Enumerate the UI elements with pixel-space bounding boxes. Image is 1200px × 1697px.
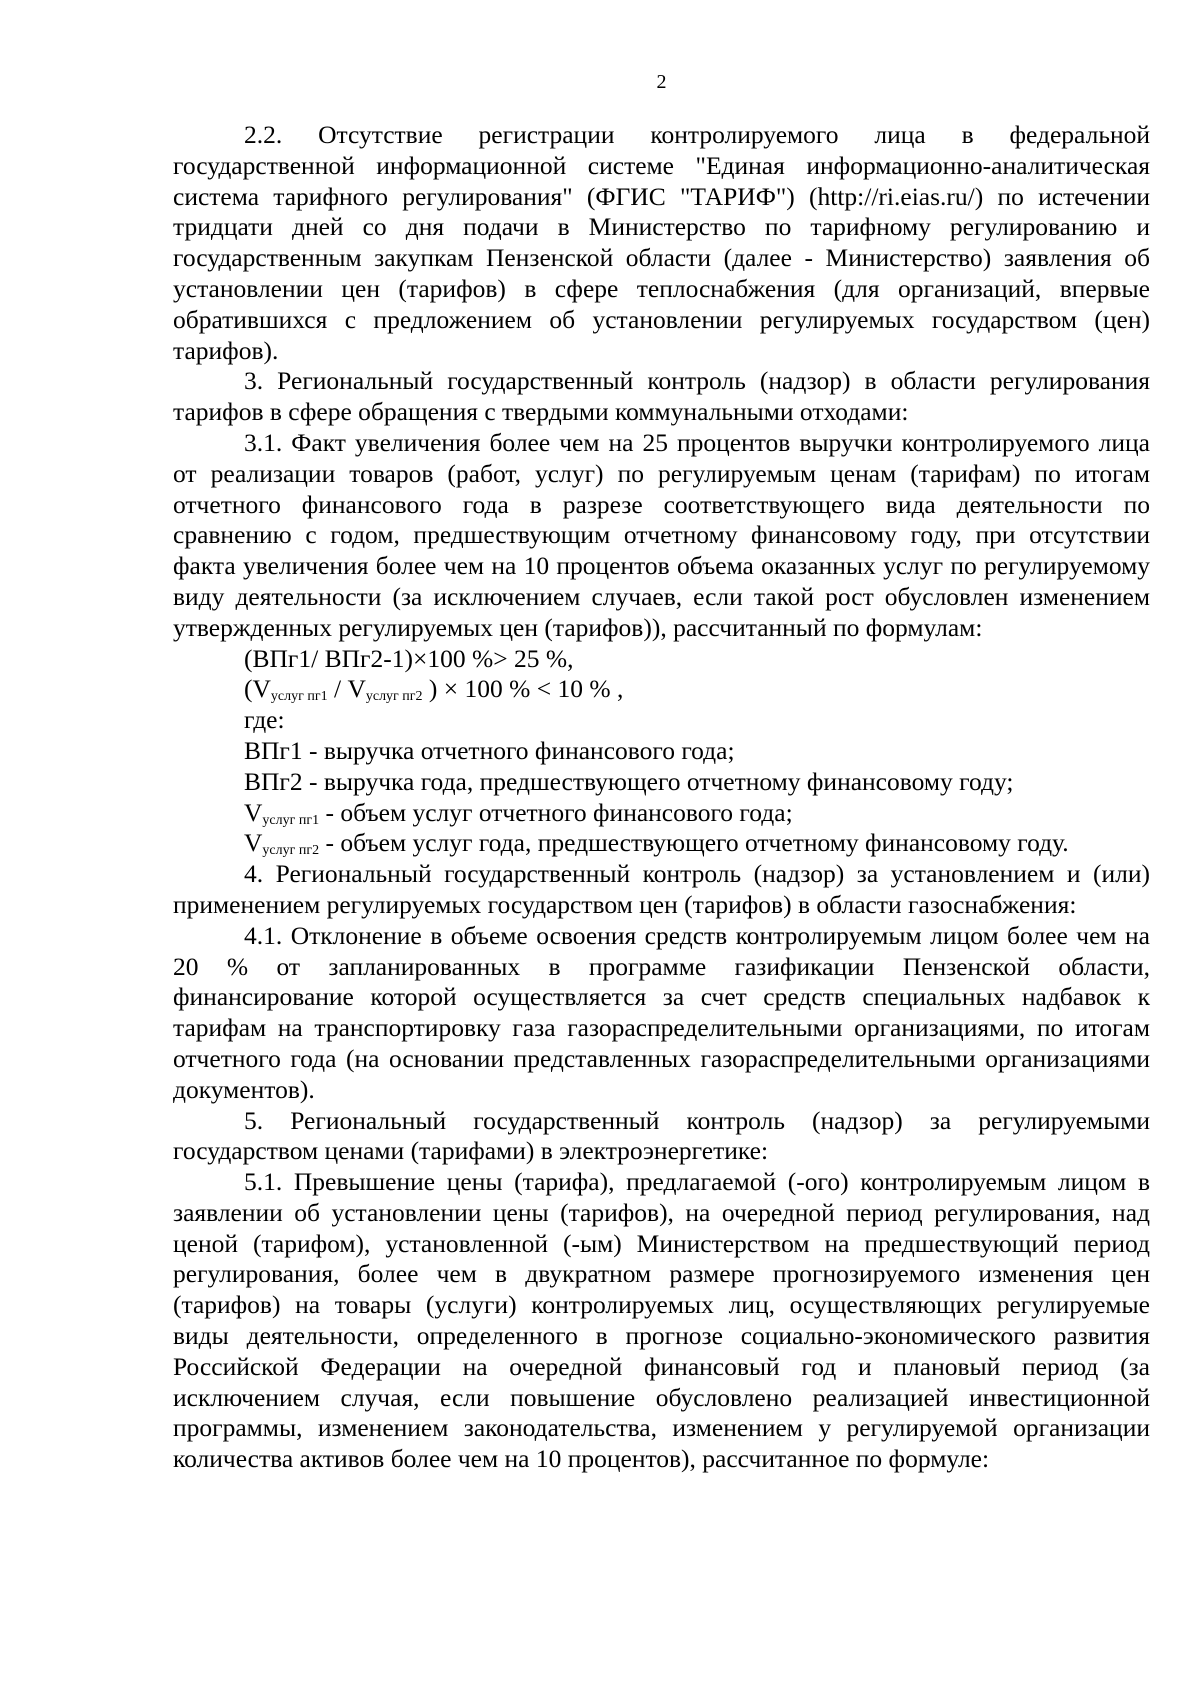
formula-volume (173, 674, 1150, 705)
paragraph-4: 4. Региональный государственный контроль (надзор) за установлением и (или) применением регулируемых государством цен (тарифов) в области газоснабжения: (173, 859, 1150, 919)
definition-v-pg1-text: - объем услуг отчетного финансового года; (319, 797, 793, 827)
formula-where: где: (244, 705, 285, 735)
definition-vpg1: ВПг1 - выручка отчетного финансового года; (244, 735, 735, 765)
definition-v-pg1-sub: услуг пг1 (262, 812, 320, 828)
formula-volume-sub-2: услуг пг2 (365, 689, 423, 705)
formula-volume-sub-1: услуг пг1 (270, 689, 328, 705)
paragraph-2-2: 2.2. Отсутствие регистрации контролируемого лица в федеральной государственной информационной системе "Единая информационно-аналитическая система тарифного регулирования" (ФГИС "ТАРИФ") (http://ri.eias.ru/) по истечении тридцати дней со дня подачи в Министерство по тарифному регулированию и государственным закупкам Пензенской области (далее - Министерство) заявления об установлении цен (тарифов) в сфере теплоснабжения (для организаций, впервые обратившихся с предложением об установлении регулируемых государством (цен) тарифов). (173, 120, 1150, 365)
page-number: 2 (656, 71, 667, 93)
paragraph-3: 3. Региональный государственный контроль (надзор) в области регулирования тарифов в сфере обращения с твердыми коммунальными отходами: (173, 366, 1150, 427)
formula-volume-close: ) × 100 % < 10 % , (422, 674, 624, 704)
formula-volume-open: (V (244, 674, 271, 704)
definition-v-pg1-symbol: V (244, 797, 263, 827)
paragraph-4-1: 4.1. Отклонение в объеме освоения средств контролируемым лицом более чем на 20 % от запланированных в программе газификации Пензенской области, финансирование которой осуществляется за счет средств специальных надбавок к тарифам на транспортировку газа газораспределительными организациями, по итогам отчетного года (на основании представленных газораспределительными организациями документов). (173, 920, 1150, 1104)
definition-v-pg2-sub: услуг пг2 (262, 843, 320, 859)
paragraph-5-1: 5.1. Превышение цены (тарифа), предлагаемой (-ого) контролируемым лицом в заявлении об установлении цены (тарифов), на очередной период регулирования, над ценой (тарифом), установленной (-ым) Министерством на предшествующий период регулирования, более чем в двукратном размере прогнозируемого изменения цен (тарифов) на товары (услуги) контролируемых лиц, осуществляющих регулируемые виды деятельности, определенного в прогнозе социально-экономического развития Российской Федерации на очередной финансовый год и плановый период (за исключением случая, если повышение обусловлено реализацией инвестиционной программы, изменением законодательства, изменением у регулируемой организации количества активов более чем на 10 процентов), рассчитанное по формуле: (173, 1167, 1150, 1474)
definition-v-pg2-symbol: V (244, 828, 263, 858)
paragraph-3-1: 3.1. Факт увеличения более чем на 25 процентов выручки контролируемого лица от реализации товаров (работ, услуг) по регулируемым ценам (тарифам) по итогам отчетного финансового года в разрезе соответствующего вида деятельности по сравнению с годом, предшествующим отчетному финансовому году, при отсутствии факта увеличения более чем на 10 процентов объема оказанных услуг по регулируемому виду деятельности (за исключением случаев, если такой рост обусловлен изменением утвержденных регулируемых цен (тарифов)), рассчитанный по формулам: (173, 427, 1150, 642)
definition-vpg2: ВПг2 - выручка года, предшествующего отчетному финансовому году; (244, 766, 1014, 796)
formula-volume-mid: / V (327, 674, 366, 704)
definition-v-pg1 (173, 798, 1150, 829)
definition-v-pg2-text: - объем услуг года, предшествующего отчетному финансовому году. (319, 828, 1069, 858)
formula-revenue: (ВПг1/ ВПг2-1)×100 %> 25 %, (244, 643, 574, 673)
definition-v-pg2 (173, 828, 1150, 859)
document-body (173, 120, 1150, 1475)
paragraph-5: 5. Региональный государственный контроль (надзор) за регулируемыми государством ценами (тарифами) в электроэнергетике: (173, 1105, 1150, 1166)
